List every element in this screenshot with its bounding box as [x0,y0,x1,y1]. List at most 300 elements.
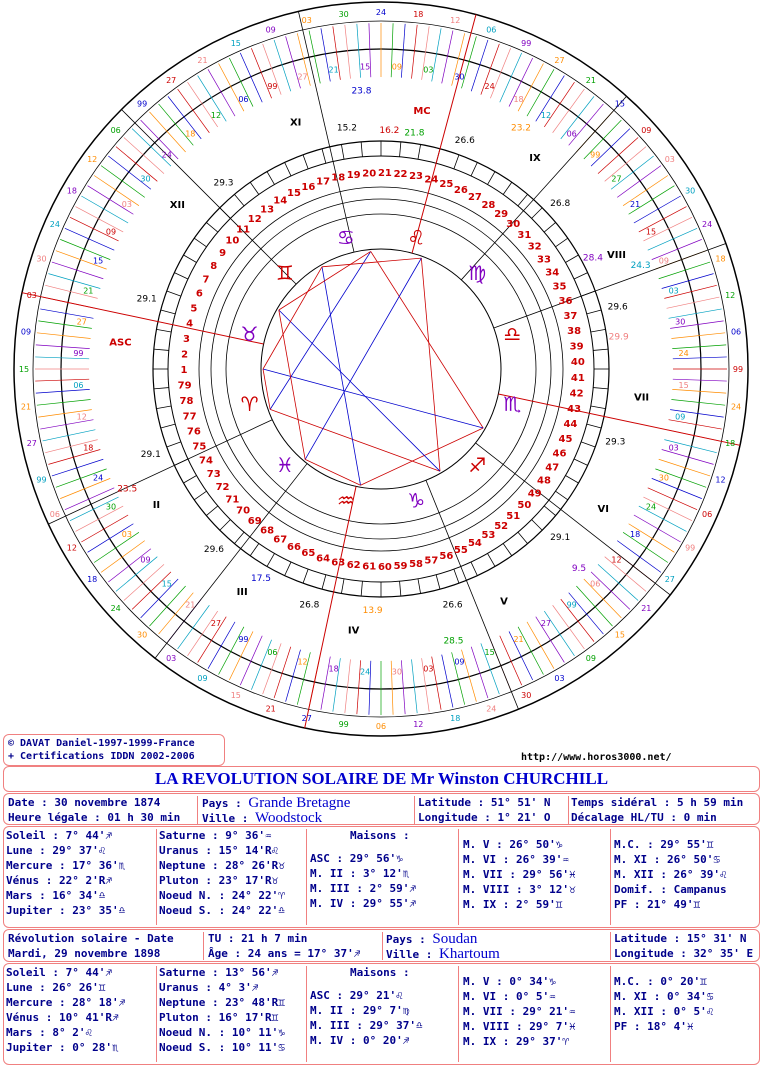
degree-tick [611,156,654,189]
moon-mansion-number: 5 [190,303,198,315]
moon-mansion-number: 30 [506,218,521,230]
solar-planet: Pluton : 16° 17'R♊ [159,1011,279,1024]
moon-mansion-number: 39 [569,341,584,353]
solar-house: M. IX : 29° 37'♈ [463,1035,569,1048]
inner-degree-label: 09 [105,227,117,237]
moon-mansion-number: 14 [273,195,288,207]
solar-houses-2 [463,974,576,1049]
inner-tick [591,406,606,409]
inner-degree-label: 18 [630,530,641,540]
outer-degree-label: 99 [521,38,532,48]
solar-city-label: Ville : [386,948,433,961]
outer-degree-label: 30 [521,691,532,701]
inner-degree-label: 27 [611,174,622,184]
zodiac-sign: ♓ [275,453,294,478]
outer-degree-label: 12 [413,720,424,730]
outer-degree-label: 30 [36,254,47,264]
house-label: VII [633,392,650,404]
inner-degree-label: 24 [645,502,657,512]
solar-house: ASC : 29° 21'♌ [310,989,403,1002]
natal-planet: Vénus : 22° 2'R♐ [6,874,112,887]
outer-degree-label: 30 [338,9,349,19]
solar-planets-1 [6,965,125,1055]
outer-degree-label: 21 [197,55,208,65]
moon-mansion-number: 68 [260,525,275,537]
natal-house: M. XII : 26° 39'♌ [614,868,727,881]
outer-degree-label: 30 [685,186,696,196]
inner-tick [581,442,595,447]
moon-mansion-number: 78 [179,396,194,408]
inner-tick [400,581,401,596]
outer-degree-label: 06 [110,126,121,136]
planet-degree-label: 21.8 [404,128,425,139]
degree-tick [412,25,418,79]
solar-info-box [3,929,760,962]
house-cusp-degree: 26.6 [442,600,463,611]
outer-degree-label: 03 [554,674,565,684]
outer-degree-label: 03 [166,653,177,663]
solar-tu: TU : 21 h 7 min [208,932,308,945]
inner-degree-label: 03 [668,286,679,296]
degree-tick [544,611,574,656]
outer-degree-label: 27 [554,55,565,65]
natal-houses-2 [463,837,576,912]
house-cusp-degree: 29.1 [550,533,571,544]
zodiac-sign: ♋ [336,225,355,250]
natal-house: M. XI : 26° 50'♋ [614,853,720,866]
degree-tick [617,541,661,573]
outer-degree-label: 09 [265,25,276,35]
degree-tick [36,389,90,393]
inner-degree-label: 99 [566,600,577,610]
solar-planet: Soleil : 7° 44'♐ [6,966,112,979]
moon-mansion-number: 31 [517,229,532,241]
outer-degree-label: 12 [87,155,98,165]
degree-tick [527,69,554,116]
aspect-lines [263,251,483,485]
moon-mansion-number: 64 [316,553,331,565]
solar-city: Khartoum [438,946,500,962]
planet-degree-label: 28.5 [443,636,464,647]
moon-mansion-number: 32 [527,241,542,253]
inner-tick [341,579,344,594]
inner-degree-label: 18 [328,664,339,674]
degree-tick [108,549,151,582]
moon-mansion-number: 27 [467,191,482,203]
inner-tick [503,543,512,555]
inner-tick [341,144,344,159]
inner-tick [555,491,567,500]
moon-mansion-number: 42 [569,388,584,400]
planet-degree-label: 9.5 [571,563,587,574]
house-cusp-degree: 26.6 [454,135,475,146]
solar-houses-title: Maisons : [350,966,410,979]
solar-country-label: Pays : [386,933,426,946]
solar-planets-2 [159,965,285,1055]
degree-tick [671,333,725,339]
zodiac-sign: ♒ [336,488,355,513]
moon-mansion-number: 9 [219,247,227,259]
moon-mansion-number: 17 [316,176,331,188]
outer-degree-label: 03 [301,15,312,25]
degree-tick [598,564,638,600]
zodiac-signs [241,226,522,513]
natal-house: Domif. : Campanus [614,883,727,896]
moon-mansion-number: 48 [537,475,551,487]
moon-mansion-number: 50 [517,500,532,512]
planet-degree-label: 28.4 [582,253,603,264]
house-cusp-line [461,96,626,280]
outer-degree-label: 18 [725,439,736,449]
house-label: XII [169,200,185,212]
natal-planets-2 [159,828,285,918]
degree-tick [518,627,543,675]
inner-tick [167,442,181,447]
inner-tick [156,329,171,332]
inner-tick [574,273,588,279]
degree-tick [527,622,554,669]
natal-positions-box [3,826,760,928]
inner-tick [587,424,601,428]
outer-degree-label: 24 [375,8,387,17]
solar-planet: Uranus : 4° 3'♐ [159,981,259,994]
inner-tick [206,506,217,516]
solar-planet: Vénus : 10° 41'R♐ [6,1011,119,1024]
degree-tick [188,82,218,127]
solar-house: PF : 18° 4'♓ [614,1020,694,1033]
zodiac-sign: ♑ [407,488,426,513]
moon-mansion-number: 72 [215,482,230,494]
solar-house: M. III : 29° 37'♎ [310,1019,423,1032]
aspect-line [305,258,421,459]
house-cusp-degree: 26.8 [550,198,571,209]
outer-degree-label: 99 [338,720,349,730]
inner-tick [471,162,477,176]
degree-tick [124,564,164,600]
outer-degree-label: 24 [730,402,742,412]
house-cusp-line [426,480,519,709]
solar-house: M. VIII : 29° 7'♓ [463,1020,576,1033]
moon-mansion-number: 16 [301,181,316,193]
natal-planet: Noeud S. : 24° 22'♎ [159,904,285,917]
inner-degree-label: 06 [566,129,577,139]
aspect-line [421,258,440,471]
inner-tick [161,424,175,428]
moon-mansion-number: 61 [362,561,377,573]
house-label: MC [413,106,431,118]
solar-header: Révolution solaire - Date [8,932,174,945]
outer-degree-label: 09 [641,126,652,136]
outer-degree-label: 03 [664,155,675,165]
outer-degree-label: 12 [450,15,461,25]
solar-house: M. VII : 29° 21'♒ [463,1005,576,1018]
inner-tick [565,476,578,484]
planet-degree-label: 29.9 [608,332,629,343]
inner-tick [322,149,326,163]
inner-tick [156,406,171,409]
moon-mansion-number: 22 [393,168,408,180]
inner-tick [454,155,459,169]
outer-degree-label: 24 [486,704,497,714]
degree-tick [671,400,725,406]
inner-degree-label: 03 [668,443,679,453]
outer-degree-label: 15 [230,38,241,48]
outer-degree-label: 15 [230,691,241,701]
degree-tick [94,532,139,562]
solar-positions-box [3,963,760,1065]
degree-tick [672,345,726,349]
inner-degree-label: 03 [121,199,132,209]
zodiac-sign: ♉ [240,321,259,346]
inner-tick [471,562,477,576]
outer-degree-label: 18 [66,186,77,196]
degree-tick [553,89,585,133]
inner-degree-label: 30 [658,473,669,483]
natal-latitude: Latitude : 51° 51' N [418,796,551,809]
solar-planet: Jupiter : 0° 28'♏ [6,1041,119,1054]
inner-tick [267,553,275,566]
degree-tick [345,659,351,713]
moon-mansion-number: 74 [199,455,213,467]
inner-tick [184,476,197,484]
inner-degree-label: 24 [360,667,371,677]
house-cusp-line [121,109,296,284]
moon-mansion-number: 20 [362,168,377,180]
moon-mansion-number: 49 [527,488,542,500]
inner-degree-label: 30 [454,72,465,82]
natal-planet: Mars : 16° 34'♎ [6,889,106,902]
inner-tick [488,553,496,566]
solar-planet: Mercure : 28° 18'♐ [6,996,126,1009]
zodiac-sign: ♈ [240,392,259,417]
outer-degree-label: 06 [486,25,497,35]
inner-tick [593,388,608,389]
aspect-line [322,258,421,267]
moon-mansion-number: 55 [453,545,468,557]
natal-house: M. VIII : 3° 12'♉ [463,883,576,896]
house-label: III [236,587,248,599]
degree-tick [159,104,194,145]
degree-tick [412,659,418,713]
solar-house: M. XI : 0° 34'♋ [614,990,714,1003]
moon-mansion-number: 51 [506,511,521,523]
moon-mansion-number: 13 [260,204,275,216]
moon-mansion-number: 58 [409,558,424,570]
planet-degree-label: 24.3 [630,261,651,272]
inner-tick [544,506,555,516]
natal-house: M.C. : 29° 55'♊ [614,838,714,851]
inner-degree-label: 15 [484,647,495,657]
zodiac-sign: ♐ [468,453,487,478]
outer-degree-label: 09 [585,653,596,663]
aspect-line [361,428,487,485]
moon-mansion-number: 2 [181,349,189,361]
moon-mansion-number: 37 [563,310,578,322]
house-label: XI [289,117,302,129]
moon-mansion-number: 6 [195,288,203,300]
moon-mansion-number: 73 [206,469,221,481]
site-url[interactable]: http://www.horos3000.net/ [521,752,672,763]
inner-degree-label: 12 [611,555,622,565]
moon-mansion-number: 36 [558,295,573,307]
inner-tick [250,543,259,555]
natal-planet: Soleil : 7° 44'♐ [6,829,112,842]
natal-info-box [3,793,760,825]
inner-degree-label: 12 [540,110,552,120]
planet-degree-label: 16.2 [379,126,400,137]
outer-degree-label: 24 [110,603,121,613]
outer-degree-label: 06 [49,510,60,520]
natal-offset: Décalage HL/TU : 0 min [571,811,717,824]
inner-degree-label: 30 [675,317,686,327]
house-lines [22,11,740,728]
degree-tick [634,196,681,223]
moon-mansion-number: 34 [545,267,560,279]
natal-planets-1 [6,828,125,918]
moon-mansion-number: 70 [236,505,251,517]
inner-tick [518,532,528,543]
inner-tick [503,182,512,194]
moon-mansion-number: 71 [225,494,240,506]
inner-degree-label: 12 [210,110,222,120]
moon-mansion-number: 54 [467,538,482,550]
moon-mansion-number: 63 [331,557,346,569]
house-label: VIII [607,250,626,262]
outer-degree-label: 06 [702,510,713,520]
moon-mansion-number: 12 [247,213,262,225]
inner-tick [220,520,231,531]
house-cusp-degree: 29.1 [136,294,157,305]
natal-planet: Lune : 29° 37'♌ [6,844,106,857]
inner-tick [587,310,601,314]
moon-mansion-number: 11 [236,224,251,236]
inner-tick [303,155,308,169]
solar-house: M. XII : 0° 5'♌ [614,1005,714,1018]
inner-tick [574,459,588,465]
inner-tick [436,575,440,589]
outer-degree-label: 27 [301,714,312,724]
inner-degree-label: 24 [161,150,172,160]
outer-degree-label: 99 [685,543,696,553]
inner-tick [591,329,606,332]
moon-mansion-number: 10 [225,235,240,247]
moon-mansion-number: 43 [567,403,582,415]
house-cusp-degree: 15.2 [336,123,357,134]
natal-houses-1 [310,851,416,911]
outer-degree-label: 99 [137,99,148,109]
wheel-labels [19,8,743,731]
wheel-ring [261,249,501,489]
house-label: IX [529,153,541,165]
moon-mansion-number: 21 [377,168,392,180]
moon-mansion-number: 77 [182,411,197,423]
solar-country: Soudan [432,931,478,947]
solar-date: Mardi, 29 novembre 1898 [8,947,161,960]
solar-houses-3 [614,974,713,1034]
natal-date: Date : 30 novembre 1874 [8,796,161,809]
inner-tick [322,575,326,589]
degree-tick [178,605,210,649]
natal-planet: Pluton : 23° 17'R♉ [159,874,279,887]
outer-degree-label: 21 [585,76,596,86]
solar-longitude: Longitude : 32° 35' E [614,947,754,960]
degree-tick [108,156,151,189]
moon-mansion-number: 66 [287,541,301,553]
moon-mansion-number: 3 [183,333,190,345]
inner-degree-label: 21 [328,65,339,75]
copyright-line-2: + Certifications IDDN 2002-2006 [8,751,195,762]
house-cusp-degree: 29.6 [203,545,224,556]
inner-degree-label: 99 [267,82,278,92]
natal-planet: Uranus : 15° 14'R♌ [159,844,279,857]
inner-degree-label: 99 [73,349,84,359]
solar-planet: Neptune : 23° 48'R♊ [159,996,285,1009]
inner-degree-label: 06 [590,579,601,589]
moon-mansion-number: 60 [377,561,392,573]
moon-mansion-number: 40 [570,357,585,369]
degree-tick [36,345,90,349]
degree-tick [116,557,157,592]
moon-mansion-number: 23 [409,171,424,183]
degree-tick [37,333,91,339]
house-cusp-degree: 29.1 [140,449,161,460]
house-cusp-degree: 29.3 [605,437,626,448]
planet-degree-label: 23.8 [351,86,372,97]
degree-tick [544,82,574,127]
natal-house: M. IV : 29° 55'♐ [310,897,416,910]
aspect-line [263,369,270,409]
inner-degree-label: 27 [76,317,87,327]
aspect-line [305,459,360,485]
outer-degree-label: 12 [66,543,77,553]
degree-tick [149,112,185,152]
inner-degree-label: 27 [297,72,308,82]
inner-tick [303,569,308,583]
outer-degree-label: 18 [87,574,98,584]
degree-tick [94,176,139,206]
degree-tick [219,627,244,675]
house-cusp-degree: 29.3 [213,178,234,189]
moon-mansion-number: 44 [563,419,578,431]
outer-degree-label: 21 [20,402,32,412]
outer-degree-label: 99 [36,475,47,485]
inner-degree-label: 21 [83,286,94,296]
outer-degree-label: 06 [375,722,387,731]
moon-mansion-number: 24 [424,174,439,186]
natal-country-label: Pays : [202,797,242,810]
outer-degree-label: 21 [641,603,652,613]
moon-mansion-number: 79 [177,380,192,392]
natal-houses-3 [614,837,727,912]
natal-city-label: Ville : [202,812,249,825]
aspect-line [270,409,440,471]
solar-latitude: Latitude : 15° 31' N [614,932,747,945]
house-label: V [500,596,508,608]
moon-mansions [178,168,585,573]
moon-mansion-number: 53 [481,530,496,542]
outer-degree-label: 15 [18,365,30,374]
outer-degree-label: 27 [26,439,37,449]
inner-tick [234,194,244,205]
outer-degree-label: 12 [725,290,736,300]
degree-tick [159,593,194,634]
outer-degree-label: 27 [166,76,177,86]
moon-mansion-number: 75 [192,441,207,453]
inner-tick [532,520,543,531]
degree-tick [553,605,585,649]
solar-house: M.C. : 0° 20'♊ [614,975,707,988]
moon-mansion-number: 19 [346,169,361,181]
